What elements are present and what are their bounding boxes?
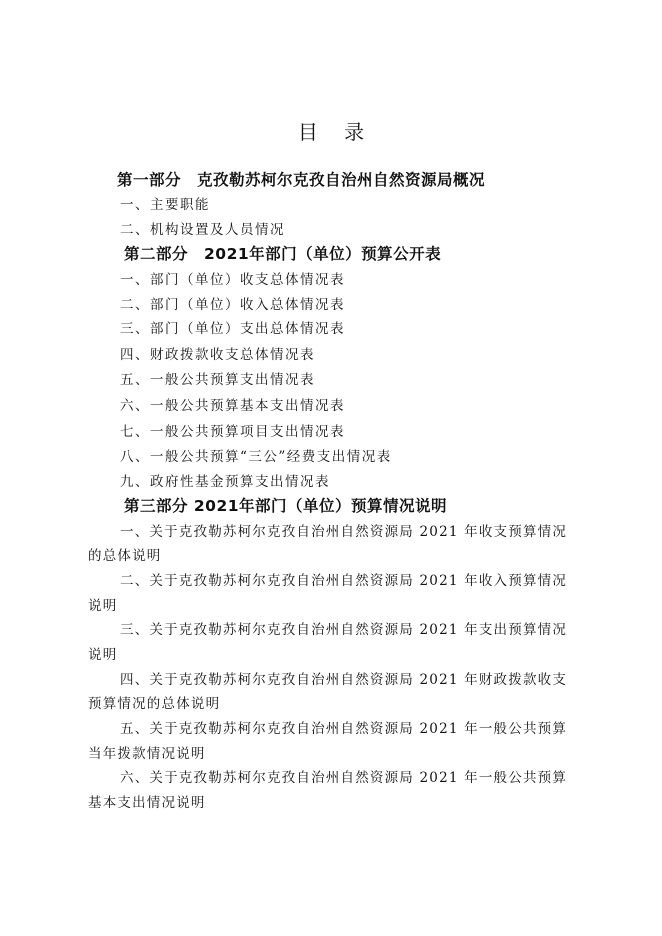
part1-heading: 第一部分 克孜勒苏柯尔克孜自治州自然资源局概况 [117,171,486,189]
toc-item-line1: 四、关于克孜勒苏柯尔克孜自治州自然资源局 2021 年财政拨款收支 [120,672,568,688]
toc-item: 九、政府性基金预算支出情况表 [120,474,330,490]
toc-item-line2: 说明 [88,647,118,663]
toc-item: 二、部门（单位）收入总体情况表 [120,297,345,313]
part3-heading: 第三部分 2021年部门（单位）预算情况说明 [124,497,448,515]
toc-item: 一、部门（单位）收支总体情况表 [120,272,345,288]
toc-item: 五、一般公共预算支出情况表 [120,372,315,388]
toc-item: 六、一般公共预算基本支出情况表 [120,398,345,414]
page-title: 目 录 [297,120,375,144]
toc-item: 四、财政拨款收支总体情况表 [120,347,315,363]
toc-item: 一、主要职能 [120,197,210,213]
toc-item-line2: 说明 [88,598,118,614]
toc-item-line2: 的总体说明 [88,548,162,564]
toc-item-line2: 预算情况的总体说明 [88,696,221,712]
toc-item: 八、一般公共预算“三公”经费支出情况表 [120,449,392,465]
toc-item-line1: 二、关于克孜勒苏柯尔克孜自治州自然资源局 2021 年收入预算情况 [120,573,568,589]
toc-item-line1: 六、关于克孜勒苏柯尔克孜自治州自然资源局 2021 年一般公共预算 [120,770,568,786]
toc-item: 三、部门（单位）支出总体情况表 [120,321,345,337]
toc-item-line2: 当年拨款情况说明 [88,746,206,762]
toc-item-line2: 基本支出情况说明 [88,795,206,811]
toc-item-line1: 五、关于克孜勒苏柯尔克孜自治州自然资源局 2021 年一般公共预算 [120,721,568,737]
toc-item-line1: 三、关于克孜勒苏柯尔克孜自治州自然资源局 2021 年支出预算情况 [120,622,568,638]
toc-item: 二、机构设置及人员情况 [120,222,285,238]
toc-item-line1: 一、关于克孜勒苏柯尔克孜自治州自然资源局 2021 年收支预算情况 [120,524,568,540]
part2-heading: 第二部分 2021年部门（单位）预算公开表 [124,245,442,263]
toc-item: 七、一般公共预算项目支出情况表 [120,424,345,440]
